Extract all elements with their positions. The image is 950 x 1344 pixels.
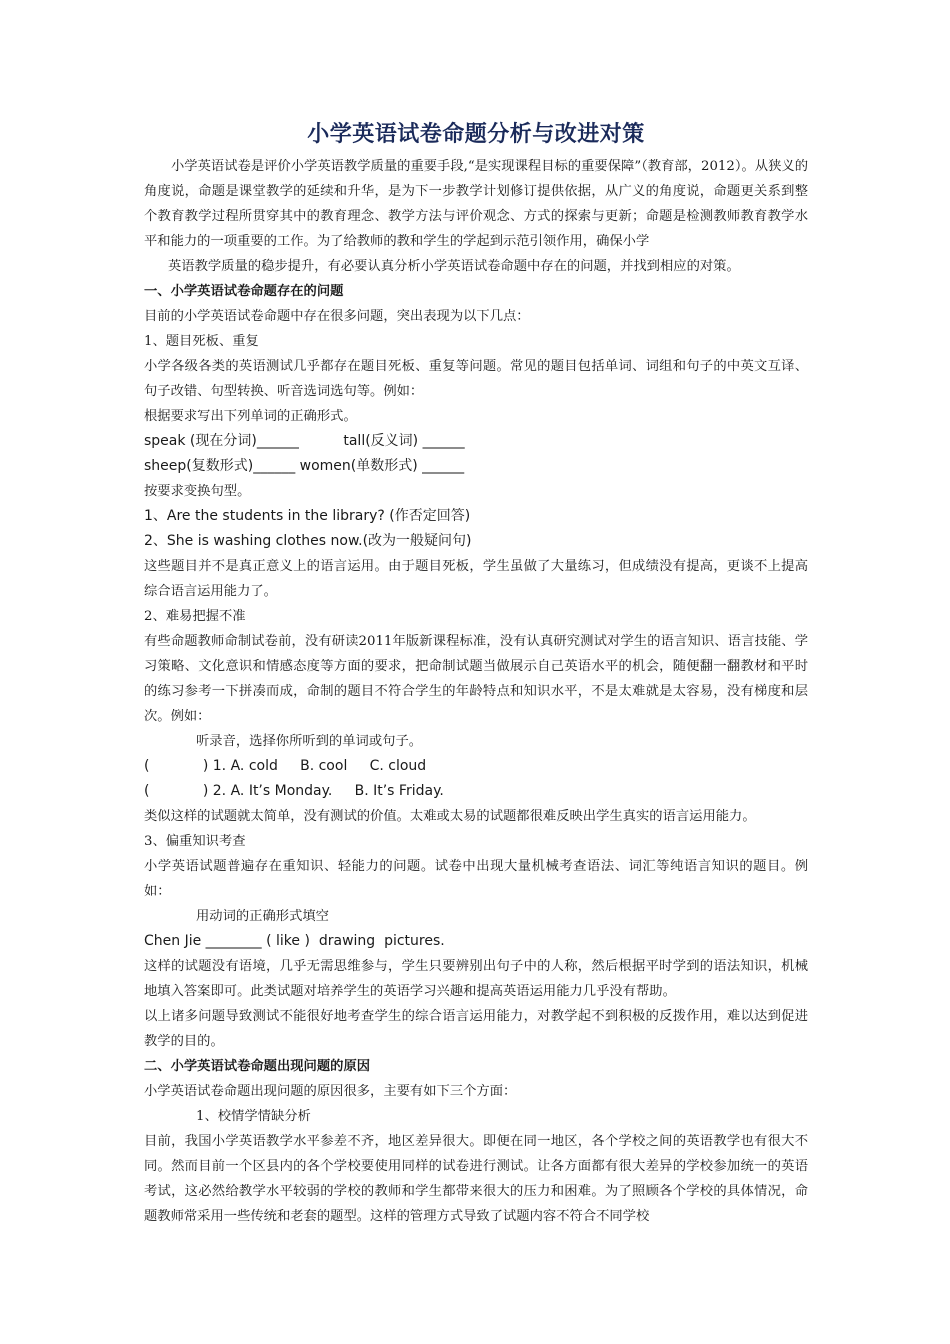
intro-paragraph: 小学英语试卷是评价小学英语教学质量的重要手段,“是实现课程目标的重要保障”（教育部，2012）。从狭义的角度说，命题是课堂教学的延续和升华，是为下一步教学计划修订提供依据，从广义的角度说，命题更关系到整个教育教学过程所贯穿其中的教育理念、教学方法与评价观念、方式的探索与更新；命题是检测教师教育教学水平和能力的一项重要的工作。为了给教师的教和学生的学起到示范引领作用，确保小学 <box>144 159 808 249</box>
body-paragraph: 以上诸多问题导致测试不能很好地考查学生的综合语言运用能力，对教学起不到积极的反拨作用，难以达到促进教学的目的。 <box>144 1009 808 1049</box>
section-heading-1: 一、小学英语试卷命题存在的问题 <box>144 284 344 299</box>
body-paragraph: 小学英语试卷命题出现问题的原因很多，主要有如下三个方面： <box>144 1084 517 1099</box>
subsection-heading: 1、题目死板、重复 <box>144 334 259 349</box>
example-line: speak (现在分词)______ tall(反义词) ______ <box>144 433 465 449</box>
example-line: 1、Are the students in the library? (作否定回答) <box>144 508 471 524</box>
intro-paragraph-cont: 英语教学质量的稳步提升，有必要认真分析小学英语试卷命题中存在的问题，并找到相应的对策。 <box>168 259 740 274</box>
body-paragraph: 目前，我国小学英语教学水平参差不齐，地区差异很大。即便在同一地区，各个学校之间的英语教学也有很大不同。然而目前一个区县内的各个学校要使用同样的试卷进行测试。让各方面都有很大差异的学校参加统一的英语考试，这必然给教学水平较弱的学校的教师和学生都带来很大的压力和困难。为了照顾各个学校的具体情况，命题教师常采用一些传统和老套的题型。这样的管理方式导致了试题内容不符合不同学校 <box>144 1134 808 1224</box>
subsection-heading: 2、难易把握不准 <box>144 609 246 624</box>
example-line: Chen Jie ________ ( like ) drawing pictures. <box>144 933 445 949</box>
body-paragraph: 小学各级各类的英语测试几乎都存在题目死板、重复等问题。常见的题目包括单词、词组和句子的中英文互译、句子改错、句型转换、听音选词选句等。例如： <box>144 359 808 399</box>
example-instruction: 用动词的正确形式填空 <box>196 909 329 924</box>
example-line: ( ) 2. A. It’s Monday. B. It’s Friday. <box>144 783 444 799</box>
example-instruction: 按要求变换句型。 <box>144 484 251 499</box>
body-paragraph: 小学英语试题普遍存在重知识、轻能力的问题。试卷中出现大量机械考查语法、词汇等纯语言知识的题目。例如： <box>144 859 808 899</box>
page-title: 小学英语试卷命题分析与改进对策 <box>307 122 645 147</box>
body-paragraph: 目前的小学英语试卷命题中存在很多问题，突出表现为以下几点： <box>144 309 530 324</box>
example-instruction: 根据要求写出下列单词的正确形式。 <box>144 409 357 424</box>
body-paragraph: 这样的试题没有语境，几乎无需思维参与，学生只要辨别出句子中的人称，然后根据平时学到的语法知识，机械地填入答案即可。此类试题对培养学生的英语学习兴趣和提高英语运用能力几乎没有帮助。 <box>144 959 808 999</box>
section-heading-2: 二、小学英语试卷命题出现问题的原因 <box>144 1059 371 1074</box>
body-paragraph: 这些题目并不是真正意义上的语言运用。由于题目死板，学生虽做了大量练习，但成绩没有提高，更谈不上提高综合语言运用能力了。 <box>144 559 808 599</box>
body-paragraph: 有些命题教师命制试卷前，没有研读2011年版新课程标准，没有认真研究测试对学生的语言知识、语言技能、学习策略、文化意识和情感态度等方面的要求，把命制试题当做展示自己英语水平的机会，随便翻一翻教材和平时的练习参考一下拼凑而成，命制的题目不符合学生的年龄特点和知识水平，不是太难就是太容易，没有梯度和层次。例如： <box>144 634 808 724</box>
example-line: ( ) 1. A. cold B. cool C. cloud <box>144 758 427 774</box>
example-instruction: 听录音，选择你所听到的单词或句子。 <box>196 734 423 749</box>
body-paragraph: 类似这样的试题就太简单，没有测试的价值。太难或太易的试题都很难反映出学生真实的语言运用能力。 <box>144 809 756 824</box>
example-line: sheep(复数形式)______ women(单数形式) ______ <box>144 458 465 474</box>
document-page <box>144 118 808 1229</box>
subsection-heading: 1、校情学情缺分析 <box>196 1109 311 1124</box>
subsection-heading: 3、偏重知识考查 <box>144 834 246 849</box>
example-line: 2、She is washing clothes now.(改为一般疑问句) <box>144 533 472 549</box>
